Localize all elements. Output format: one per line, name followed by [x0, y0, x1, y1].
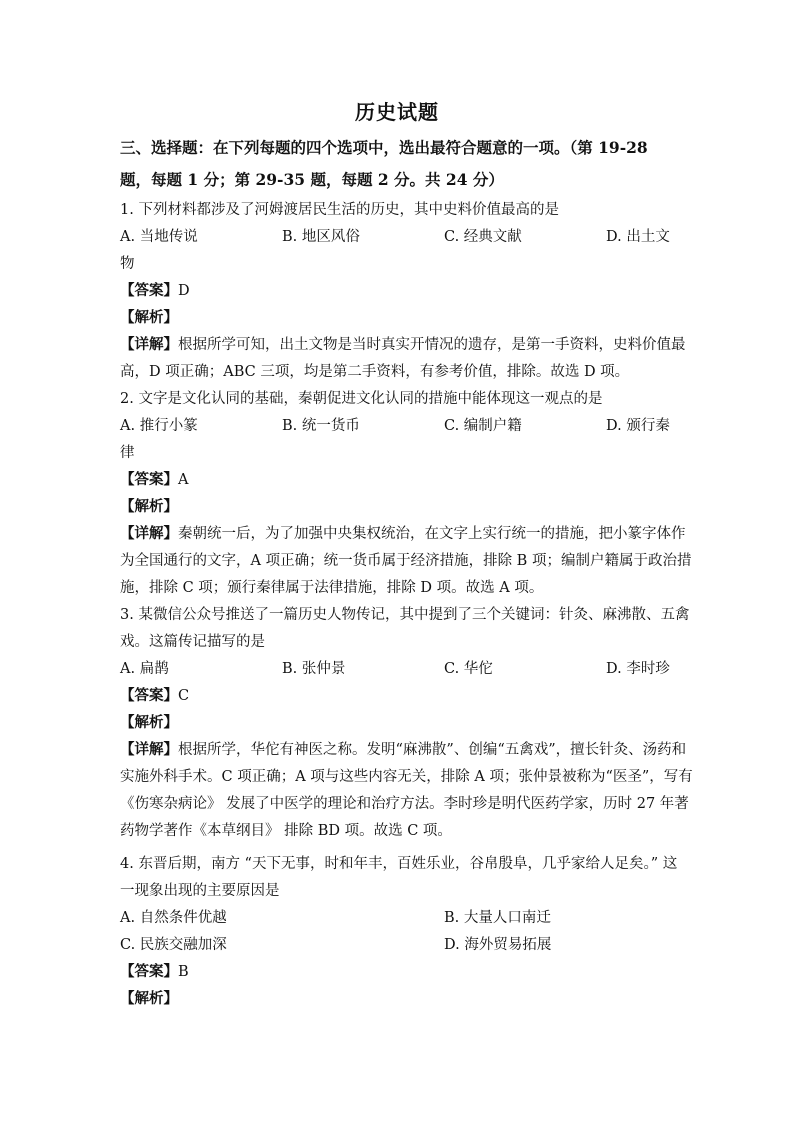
q4-stem-line1: 4. 东晋后期，南方 “天下无事，时和年丰，百姓乐业，谷帛殷阜，几乎家给人足矣。” 这 — [120, 856, 678, 872]
q2-option-a: A. 推行小篆 — [120, 418, 198, 434]
q1-answer-line — [120, 281, 190, 301]
q3-detail-line1 — [120, 740, 686, 760]
q3-answer-line — [120, 686, 189, 706]
q3-detail-line3: 《伤寒杂病论》 发展了中医学的理论和治疗方法。李时珍是明代医药学家，历时 27 年著 — [120, 796, 689, 812]
q2-option-wrap: 律 — [120, 445, 135, 461]
q1-detail-tag: 【详解】 — [120, 336, 178, 353]
q2-detail-line1 — [120, 524, 686, 544]
q1-option-d: D. 出土文 — [606, 229, 670, 245]
q3-stem-line1: 3. 某微信公众号推送了一篇历史人物传记，其中提到了三个关键词：针灸、麻沸散、五禽 — [120, 607, 690, 623]
q1-option-wrap: 物 — [120, 256, 135, 272]
section-instruction-line1: 三、选择题：在下列每题的四个选项中，选出最符合题意的一项。（第 19-28 — [120, 138, 648, 157]
q4-answer-line — [120, 962, 189, 982]
q3-detail-line4: 药物学著作《本草纲目》 排除 BD 项。故选 C 项。 — [120, 823, 452, 839]
q3-stem-line2: 戏。这篇传记描写的是 — [120, 634, 265, 650]
q4-option-d: D. 海外贸易拓展 — [444, 937, 552, 953]
q2-answer: A — [178, 472, 189, 488]
q2-detail-line2: 为全国通行的文字，A 项正确；统一货币属于经济措施，排除 B 项；编制户籍属于政治措 — [120, 553, 692, 569]
q1-stem: 1. 下列材料都涉及了河姆渡居民生活的历史，其中史料价值最高的是 — [120, 202, 559, 218]
q1-analysis-tag: 【解析】 — [120, 309, 178, 326]
q1-answer: D — [178, 283, 190, 299]
q2-option-b: B. 统一货币 — [282, 418, 360, 434]
q3-answer-tag: 【答案】 — [120, 687, 178, 704]
q1-option-a: A. 当地传说 — [120, 229, 198, 245]
q3-option-b: B. 张仲景 — [282, 661, 346, 677]
q3-option-a: A. 扁鹊 — [120, 661, 169, 677]
q2-answer-tag: 【答案】 — [120, 471, 178, 488]
q2-detail-line3: 施，排除 C 项；颁行秦律属于法律措施，排除 D 项。故选 A 项。 — [120, 580, 544, 596]
q4-answer-tag: 【答案】 — [120, 963, 178, 980]
q3-analysis-tag: 【解析】 — [120, 714, 178, 731]
page-title: 历史试题 — [355, 100, 439, 124]
section-instruction-line2: 题，每题 1 分；第 29-35 题，每题 2 分。共 24 分） — [120, 170, 504, 189]
q2-option-d: D. 颁行秦 — [606, 418, 670, 434]
q3-option-c: C. 华佗 — [444, 661, 493, 677]
q3-option-d: D. 李时珍 — [606, 661, 670, 677]
q1-detail-text1: 根据所学可知，出土文物是当时真实开情况的遗存，是第一手资料，史料价值最 — [178, 337, 686, 353]
q2-analysis-tag: 【解析】 — [120, 498, 178, 515]
q1-option-c: C. 经典文献 — [444, 229, 522, 245]
q1-answer-tag: 【答案】 — [120, 282, 178, 299]
q1-detail-line1 — [120, 335, 686, 355]
q4-option-c: C. 民族交融加深 — [120, 937, 227, 953]
q3-detail-line2: 实施外科手术。C 项正确；A 项与这些内容无关，排除 A 项；张仲景被称为“医圣”，写有 — [120, 769, 693, 785]
q2-stem: 2. 文字是文化认同的基础，秦朝促进文化认同的措施中能体现这一观点的是 — [120, 391, 603, 407]
q3-detail-text1: 根据所学，华佗有神医之称。发明“麻沸散”、创编“五禽戏”，擅长针灸、汤药和 — [178, 742, 687, 758]
q1-detail-line2: 高，D 项正确；ABC 三项，均是第二手资料，有参考价值，排除。故选 D 项。 — [120, 364, 630, 380]
q4-stem-line2: 一现象出现的主要原因是 — [120, 883, 280, 899]
q1-option-b: B. 地区风俗 — [282, 229, 360, 245]
q2-option-c: C. 编制户籍 — [444, 418, 522, 434]
q3-answer: C — [178, 688, 190, 704]
q4-option-b: B. 大量人口南迁 — [444, 910, 551, 926]
q3-detail-tag: 【详解】 — [120, 741, 178, 758]
q2-answer-line — [120, 470, 188, 490]
q4-option-a: A. 自然条件优越 — [120, 910, 227, 926]
q4-analysis-tag: 【解析】 — [120, 990, 178, 1007]
q2-detail-text1: 秦朝统一后，为了加强中央集权统治，在文字上实行统一的措施，把小篆字体作 — [178, 526, 686, 542]
q4-answer: B — [178, 964, 189, 980]
q2-detail-tag: 【详解】 — [120, 525, 178, 542]
